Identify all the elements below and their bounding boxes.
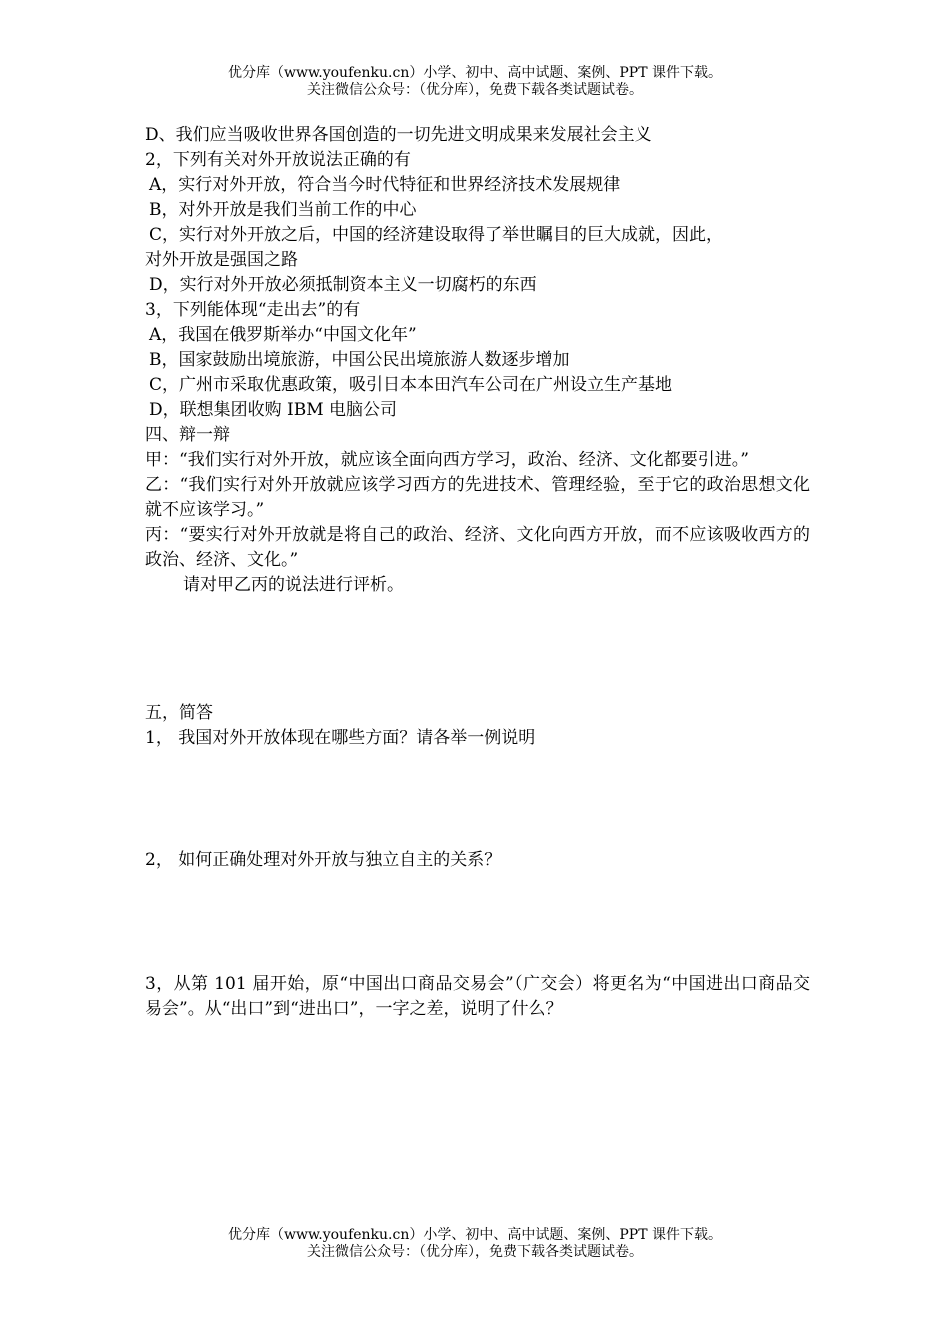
statement-jia: 甲：“我们实行对外开放，就应该全面向西方学习，政治、经济、文化都要引进。” (145, 450, 749, 470)
page-footer (0, 1227, 950, 1261)
q2-option-c-line1: C，实行对外开放之后，中国的经济建设取得了举世瞩目的巨大成就，因此， (149, 225, 724, 245)
evaluation-prompt: 请对甲乙丙的说法进行评析。 (183, 575, 404, 595)
q1-option-d: D、我们应当吸收世界各国创造的一切先进文明成果来发展社会主义 (145, 125, 652, 145)
answer-space (145, 598, 810, 701)
q3-option-d: D，联想集团收购 IBM 电脑公司 (149, 400, 398, 420)
q2-stem: 2，下列有关对外开放说法正确的有 (145, 150, 411, 170)
statement-yi: 乙：“我们实行对外开放就应该学习西方的先进技术、管理经验，至于它的政治思想文化就不应该学习。” (145, 475, 810, 520)
q2-option-c-line2: 对外开放是强国之路 (145, 250, 298, 270)
answer-space (145, 873, 810, 972)
q2-option-b: B，对外开放是我们当前工作的中心 (149, 200, 417, 220)
q2-option-d: D，实行对外开放必须抵制资本主义一切腐朽的东西 (149, 275, 537, 295)
statement-bing: 丙：“要实行对外开放就是将自己的政治、经济、文化向西方开放，而不应该吸收西方的政治、经济、文化。” (145, 525, 810, 570)
q3-option-a: A，我国在俄罗斯举办“中国文化年” (149, 325, 417, 345)
section4-title: 四、辩一辩 (145, 425, 230, 445)
q3-stem: 3，下列能体现“走出去”的有 (145, 300, 361, 320)
footer-line-1: 优分库（www.youfenku.cn）小学、初中、高中试题、案例、PPT 课件下载。 (227, 1227, 722, 1243)
document-body (145, 123, 810, 1022)
q3-option-c: C，广州市采取优惠政策，吸引日本本田汽车公司在广州设立生产基地 (149, 375, 673, 395)
short-answer-q2: 2， 如何正确处理对外开放与独立自主的关系？ (145, 850, 502, 870)
answer-space (145, 751, 810, 848)
header-line-2: 关注微信公众号：（优分库），免费下载各类试题试卷。 (307, 82, 643, 98)
short-answer-q1: 1， 我国对外开放体现在哪些方面？请各举一例说明 (145, 728, 536, 748)
header-line-1: 优分库（www.youfenku.cn）小学、初中、高中试题、案例、PPT 课件下载。 (227, 65, 722, 81)
q2-option-a: A，实行对外开放，符合当今时代特征和世界经济技术发展规律 (149, 175, 621, 195)
short-answer-q3: 3，从第 101 届开始，原“中国出口商品交易会”（广交会）将更名为“中国进出口商品交易会”。从“出口”到“进出口”，一字之差，说明了什么？ (145, 974, 810, 1019)
q3-option-b: B，国家鼓励出境旅游，中国公民出境旅游人数逐步增加 (149, 350, 570, 370)
section5-title: 五，简答 (145, 703, 213, 723)
footer-line-2: 关注微信公众号：（优分库），免费下载各类试题试卷。 (307, 1244, 643, 1260)
page-header (0, 65, 950, 99)
